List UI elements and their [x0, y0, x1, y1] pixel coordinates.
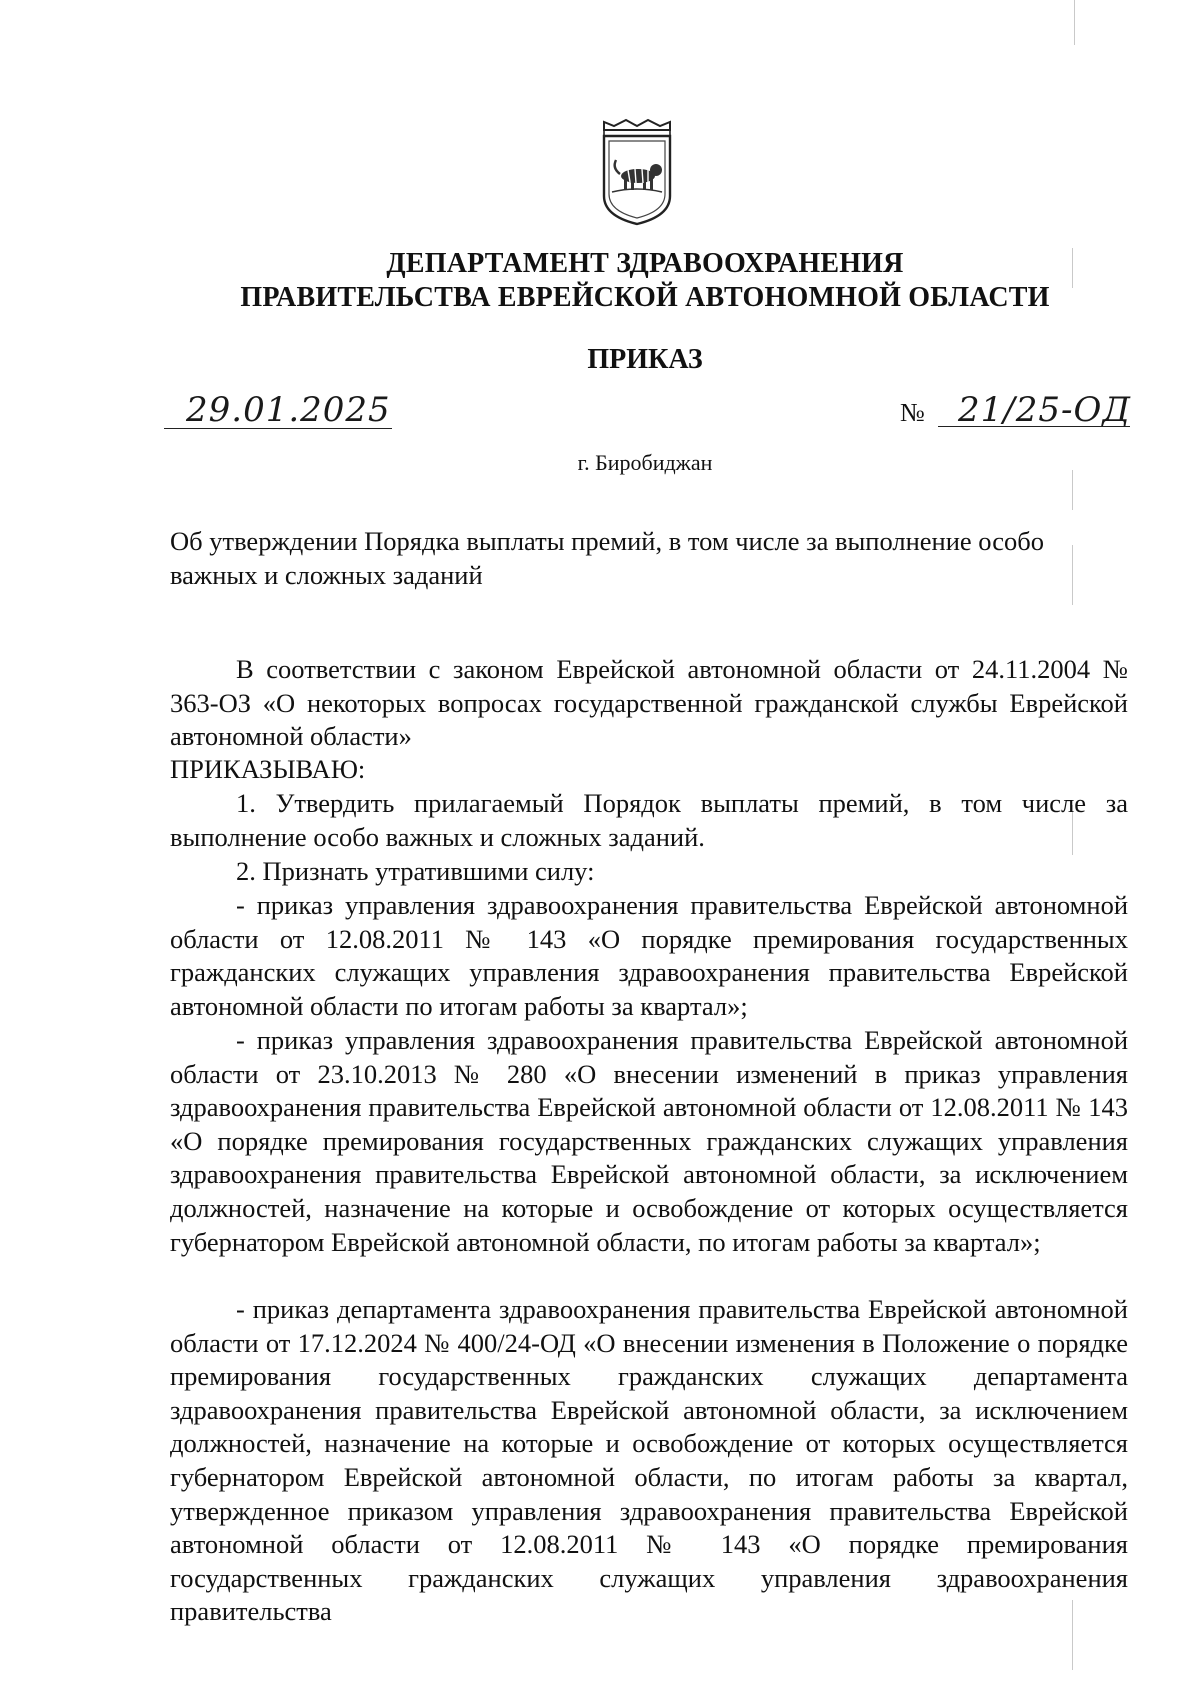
coat-of-arms-emblem	[598, 116, 676, 228]
document-type-title: ПРИКАЗ	[587, 344, 703, 375]
city-line: г. Биробиджан	[577, 450, 713, 475]
scan-artifact	[1074, 0, 1075, 45]
number-sign: №	[900, 398, 925, 427]
tiger-icon	[615, 160, 662, 190]
scan-artifact	[1072, 470, 1073, 510]
number-field	[938, 380, 1131, 430]
revoked-order-c: - приказ департамента здравоохранения правительства Еврейской автономной области от 17.12.2024 № 400/24-ОД «О внесении изменения в Положение о порядке премирования государственных гражданских служащих департамента здравоохранения правительства Еврейской автономной области, за исключением должностей, назначение на которые и освобождение от которых осуществляется губернатором Еврейской автономной области, по итогам работы за квартал, утвержденное приказом управления здравоохранения правительства Еврейской автономной области от 12.08.2011 № 143 «О порядке премирования государственных гражданских служащих управления здравоохранения правительства	[170, 1294, 1128, 1627]
revoked-order-b: - приказ управления здравоохранения правительства Еврейской автономной области от 23.10.2013 № 280 «О внесении изменений в приказ управления здравоохранения правительства Еврейской автономной области от 12.08.2011 № 143 «О порядке премирования государственных гражданских служащих управления здравоохранения правительства Еврейской автономной области, за исключением должностей, назначение на которые и освобождение от которых осуществляется губернатором Еврейской автономной области, по итогам работы за квартал»;	[170, 1025, 1128, 1257]
handwritten-date: 29.01.2025	[186, 390, 391, 430]
handwritten-number: 21/25-ОД	[958, 390, 1131, 430]
date-field	[164, 382, 392, 429]
order-subject: Об утверждении Порядка выплаты премий, в том числе за выполнение особо важных и сложных заданий	[170, 526, 1044, 590]
order-item-1: 1. Утвердить прилагаемый Порядок выплаты премий, в том числе за выполнение особо важных и сложных заданий.	[170, 788, 1128, 852]
revoked-order-a: - приказ управления здравоохранения правительства Еврейской автономной области от 12.08.2011 № 143 «О порядке премирования государственных гражданских служащих управления здравоохранения правительства Еврейской автономной области по итогам работы за квартал»;	[170, 890, 1128, 1021]
authority-name-line-1: ДЕПАРТАМЕНТ ЗДРАВООХРАНЕНИЯ	[386, 248, 904, 279]
preamble-paragraph: В соответствии с законом Еврейской автономной области от 24.11.2004 № 363-ОЗ «О некоторых вопросах государственной гражданской службы Еврейской автономной области»	[170, 654, 1128, 752]
decree-word: ПРИКАЗЫВАЮ:	[170, 754, 366, 784]
order-item-2: 2. Признать утратившими силу:	[236, 856, 595, 886]
authority-name-line-2: ПРАВИТЕЛЬСТВА ЕВРЕЙСКОЙ АВТОНОМНОЙ ОБЛАСТИ	[240, 282, 1050, 313]
